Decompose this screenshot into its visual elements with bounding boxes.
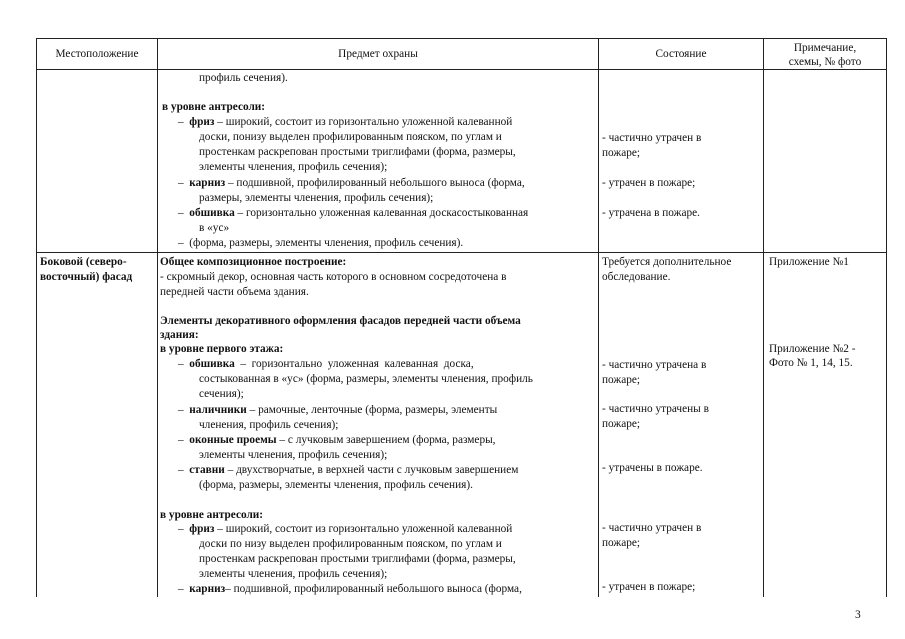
row1-subject-line: – (форма, размеры, элементы членения, профиль сечения). xyxy=(178,237,464,249)
row2-subject-line: - скромный декор, основная часть которого в основном сосредоточена в xyxy=(160,271,507,283)
header-subject: Предмет охраны xyxy=(338,48,418,60)
table-col-divider-3 xyxy=(763,38,764,597)
row1-state-line: - частично утрачен в xyxy=(602,132,702,144)
row2-subject-line: – наличники – рамочные, ленточные (форма, размеры, элементы xyxy=(178,404,498,416)
row2-state-line: - утрачены в пожаре. xyxy=(602,462,703,474)
row1-state-line: - утрачен в пожаре; xyxy=(602,177,696,189)
row2-subject-line: – карниз– подшивной, профилированный небольшого выноса (форма, xyxy=(178,583,522,595)
row2-location-line: Боковой (северо- xyxy=(40,256,127,268)
row1-subject-line: – карниз – подшивной, профилированный небольшого выноса (форма, xyxy=(178,177,525,189)
header-note-line2: схемы, № фото xyxy=(788,56,862,68)
row1-subject-line: размеры, элементы членения, профиль сечения); xyxy=(199,192,434,204)
row2-subject-line: (форма, размеры, элементы членения, профиль сечения). xyxy=(199,479,473,491)
row2-note-line: Приложение №1 xyxy=(769,256,849,268)
row2-subject-line: – обшивка – горизонтально уложенная калеванная доска, xyxy=(178,358,474,370)
row2-subject-line: простенкам раскрепован простыми триглифами (форма, размеры, xyxy=(199,553,516,565)
row2-state-line: обследование. xyxy=(602,271,671,283)
row2-state-line: - частично утрачены в xyxy=(602,403,709,415)
row2-state-line: - частично утрачен в xyxy=(602,522,702,534)
table-col-divider-2 xyxy=(598,38,599,597)
row2-subject-heading: Элементы декоративного оформления фасадов передней части объема xyxy=(160,315,521,327)
row2-state-line: Требуется дополнительное xyxy=(602,256,732,268)
row2-state-line: пожаре; xyxy=(602,418,641,430)
table-header-divider xyxy=(36,69,887,70)
row2-note-line: Фото № 1, 14, 15. xyxy=(769,357,853,369)
row2-subject-heading: в уровне первого этажа: xyxy=(160,343,284,355)
row2-subject-heading: Общее композиционное построение: xyxy=(160,256,347,268)
row1-subject-heading: в уровне антресоли: xyxy=(162,101,266,113)
row2-note-line: Приложение №2 - xyxy=(769,343,856,355)
row2-subject-line: членения, профиль сечения); xyxy=(199,419,339,431)
row1-state-line: - утрачена в пожаре. xyxy=(602,207,700,219)
row2-subject-line: элементы членения, профиль сечения); xyxy=(199,568,388,580)
row1-state-line: пожаре; xyxy=(602,147,641,159)
page-number: 3 xyxy=(855,609,861,621)
row2-subject-line: состыкованная в «ус» (форма, размеры, элементы членения, профиль xyxy=(199,373,533,385)
row1-subject-line: в «ус» xyxy=(199,222,230,234)
row1-subject-line: простенкам раскрепован простыми триглифами (форма, размеры, xyxy=(199,146,516,158)
row2-subject-line: – оконные проемы – с лучковым завершением (форма, размеры, xyxy=(178,434,496,446)
row2-state-line: пожаре; xyxy=(602,374,641,386)
row1-subject-line: – обшивка – горизонтально уложенная калеванная доскасостыкованная xyxy=(178,207,529,219)
row2-state-line: пожаре; xyxy=(602,537,641,549)
row1-subject-line: элементы членения, профиль сечения); xyxy=(199,161,388,173)
row2-subject-line: – фриз – широкий, состоит из горизонтально уложенной калеванной xyxy=(178,523,513,535)
row2-subject-heading: в уровне антресоли: xyxy=(160,509,264,521)
table-col-divider-1 xyxy=(157,38,158,597)
header-state: Состояние xyxy=(655,48,707,60)
table-row-divider xyxy=(36,252,887,253)
row2-location-line: восточный) фасад xyxy=(40,271,133,283)
row2-subject-line: элементы членения, профиль сечения); xyxy=(199,449,388,461)
table-border-top xyxy=(36,38,887,39)
row1-subject-line: профиль сечения). xyxy=(199,72,288,84)
header-location: Местоположение xyxy=(55,48,139,60)
header-note-line1: Примечание, xyxy=(793,42,857,54)
row2-subject-line: – ставни – двухстворчатые, в верхней части с лучковым завершением xyxy=(178,464,519,476)
row2-subject-line: доски по низу выделен профилированным пояском, по углам и xyxy=(199,538,502,550)
row2-subject-line: сечения); xyxy=(199,388,244,400)
row1-subject-line: – фриз – широкий, состоит из горизонтально уложенной калеванной xyxy=(178,116,513,128)
table-border-right xyxy=(886,38,887,597)
row1-subject-line: доски, понизу выделен профилированным пояском, по углам и xyxy=(199,131,502,143)
table-border-left xyxy=(36,38,37,597)
row2-state-line: - частично утрачена в xyxy=(602,359,707,371)
row2-subject-heading: здания: xyxy=(160,329,199,341)
row2-state-line: - утрачен в пожаре; xyxy=(602,581,696,593)
row2-subject-line: передней части объема здания. xyxy=(160,286,309,298)
